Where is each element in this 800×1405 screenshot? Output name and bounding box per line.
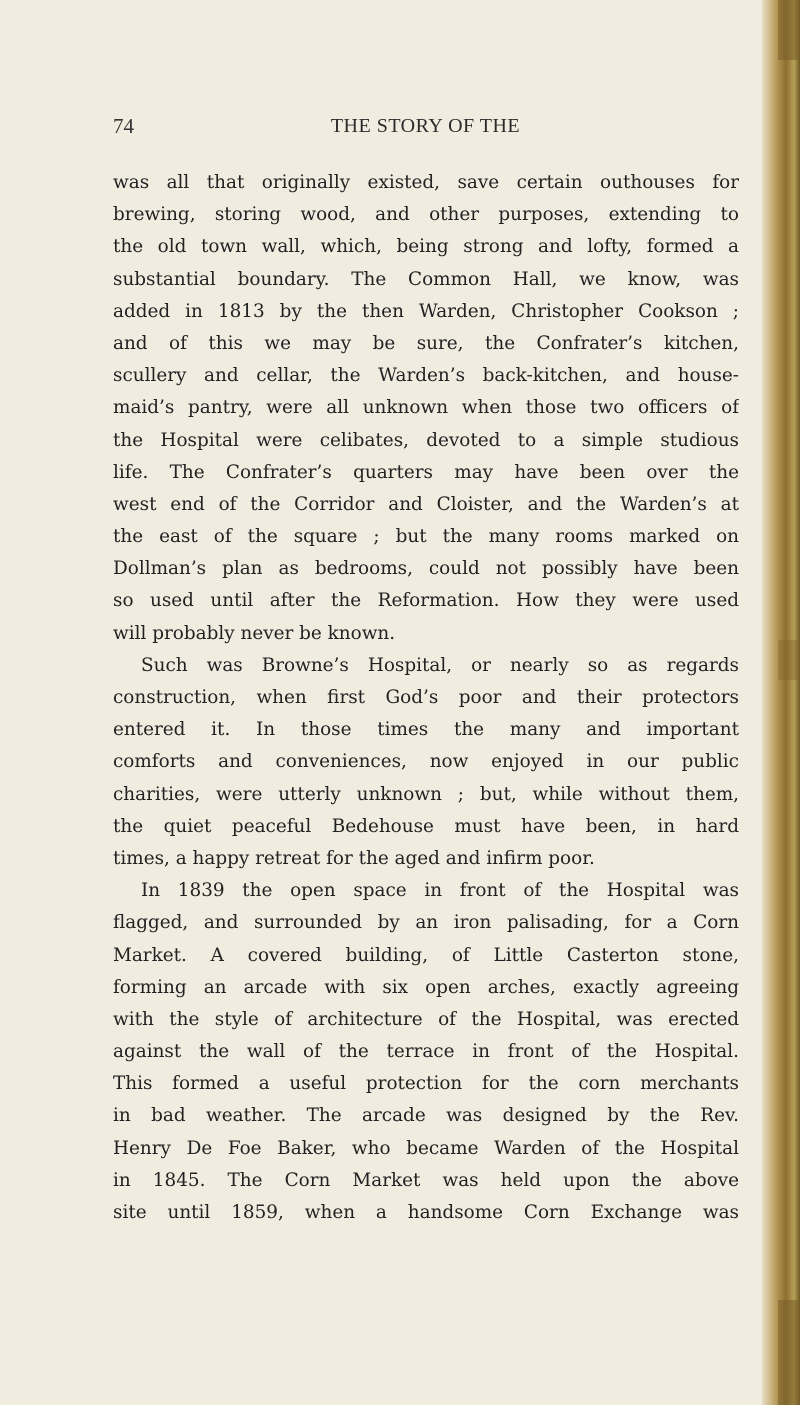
text-line: so used until after the Reformation. How they were used	[113, 590, 739, 612]
text-line: site until 1859, when a handsome Corn Exchange was	[113, 1202, 739, 1223]
edge-shadow	[778, 0, 800, 60]
text-line: comforts and conveniences, now enjoyed in our public	[113, 751, 739, 773]
text-line: was all that originally existed, save certain outhouses for	[113, 172, 739, 193]
text-line: in 1845. The Corn Market was held upon the above	[113, 1169, 739, 1191]
text-line: scullery and cellar, the Warden’s back-kitchen, and house-	[113, 365, 739, 387]
page-number: 74	[113, 114, 134, 138]
text-line: This formed a useful protection for the corn merchants	[113, 1073, 739, 1095]
text-line: life. The Confrater’s quarters may have been over the	[113, 461, 739, 483]
text-line: substantial boundary. The Common Hall, we know, was	[113, 268, 739, 290]
text-line: maid’s pantry, were all unknown when those two officers of	[113, 397, 739, 419]
text-line: Market. A covered building, of Little Casterton stone,	[113, 944, 739, 966]
text-line: added in 1813 by the then Warden, Christopher Cookson ;	[113, 300, 739, 322]
text-line: times, a happy retreat for the aged and infirm poor.	[113, 847, 595, 869]
text-line: west end of the Corridor and Cloister, and the Warden’s at	[113, 493, 739, 515]
page-edge	[762, 0, 800, 1405]
text-line: brewing, storing wood, and other purposes, extending to	[113, 204, 739, 226]
text-line: the old town wall, which, being strong and lofty, formed a	[113, 236, 739, 258]
text-line: Henry De Foe Baker, who became Warden of the Hospital	[113, 1137, 739, 1159]
running-head: THE STORY OF THE	[330, 115, 521, 137]
text-line: the quiet peaceful Bedehouse must have been, in hard	[113, 815, 739, 837]
page-header	[113, 114, 738, 144]
text-line: entered it. In those times the many and important	[113, 719, 739, 741]
text-line: will probably never be known.	[113, 622, 396, 644]
text-line: forming an arcade with six open arches, exactly agreeing	[113, 976, 739, 998]
text-line: the Hospital were celibates, devoted to a simple studious	[113, 429, 739, 451]
edge-shadow	[778, 640, 800, 680]
text-line: the east of the square ; but the many rooms marked on	[113, 526, 739, 548]
text-line: and of this we may be sure, the Confrater’s kitchen,	[113, 332, 739, 354]
body-text	[113, 167, 739, 1229]
text-line: charities, were utterly unknown ; but, while without them,	[113, 783, 739, 805]
text-line: with the style of architecture of the Hospital, was erected	[113, 1008, 739, 1030]
text-line: In 1839 the open space in front of the Hospital was	[141, 880, 739, 902]
text-line: construction, when first God’s poor and their protectors	[113, 687, 739, 708]
text-line: in bad weather. The arcade was designed by the Rev.	[113, 1105, 739, 1127]
edge-shadow	[778, 1300, 800, 1405]
text-line: against the wall of the terrace in front of the Hospital.	[113, 1041, 739, 1063]
text-line: flagged, and surrounded by an iron palisading, for a Corn	[113, 912, 739, 934]
text-line: Such was Browne’s Hospital, or nearly so as regards	[141, 654, 739, 676]
text-line: Dollman’s plan as bedrooms, could not possibly have been	[113, 558, 739, 580]
